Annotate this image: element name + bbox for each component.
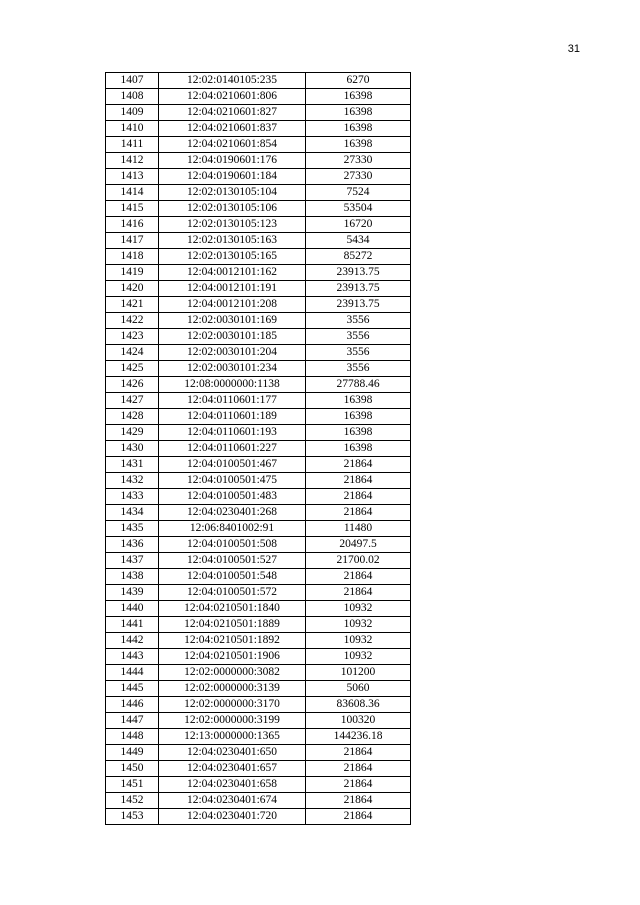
cadastral-number-cell: 12:02:0140105:235 — [159, 73, 306, 89]
table-row — [106, 201, 411, 217]
cadastral-number-cell: 12:02:0130105:165 — [159, 249, 306, 265]
row-number-cell: 1453 — [106, 809, 159, 825]
cadastral-number-cell: 12:04:0100501:572 — [159, 585, 306, 601]
row-number-cell: 1442 — [106, 633, 159, 649]
table-row — [106, 665, 411, 681]
value-cell: 16398 — [306, 105, 411, 121]
cadastral-number-cell: 12:04:0100501:548 — [159, 569, 306, 585]
table-row — [106, 745, 411, 761]
value-cell: 5434 — [306, 233, 411, 249]
value-cell: 3556 — [306, 313, 411, 329]
row-number-cell: 1451 — [106, 777, 159, 793]
row-number-cell: 1440 — [106, 601, 159, 617]
row-number-cell: 1419 — [106, 265, 159, 281]
table-row — [106, 537, 411, 553]
row-number-cell: 1432 — [106, 473, 159, 489]
cadastral-number-cell: 12:04:0190601:184 — [159, 169, 306, 185]
table-row — [106, 697, 411, 713]
row-number-cell: 1417 — [106, 233, 159, 249]
table-row — [106, 217, 411, 233]
cadastral-number-cell: 12:13:0000000:1365 — [159, 729, 306, 745]
table-row — [106, 137, 411, 153]
value-cell: 27330 — [306, 153, 411, 169]
table-row — [106, 681, 411, 697]
table-row — [106, 377, 411, 393]
table-row — [106, 809, 411, 825]
value-cell: 21864 — [306, 457, 411, 473]
value-cell: 23913.75 — [306, 297, 411, 313]
cadastral-number-cell: 12:04:0100501:475 — [159, 473, 306, 489]
row-number-cell: 1435 — [106, 521, 159, 537]
cadastral-number-cell: 12:04:0012101:191 — [159, 281, 306, 297]
cadastral-number-cell: 12:04:0012101:208 — [159, 297, 306, 313]
table-row — [106, 457, 411, 473]
cadastral-number-cell: 12:02:0000000:3170 — [159, 697, 306, 713]
table-row — [106, 761, 411, 777]
cadastral-number-cell: 12:08:0000000:1138 — [159, 377, 306, 393]
cadastral-number-cell: 12:04:0210501:1892 — [159, 633, 306, 649]
row-number-cell: 1422 — [106, 313, 159, 329]
value-cell: 5060 — [306, 681, 411, 697]
value-cell: 16398 — [306, 137, 411, 153]
value-cell: 53504 — [306, 201, 411, 217]
value-cell: 144236.18 — [306, 729, 411, 745]
table-row — [106, 793, 411, 809]
table-row — [106, 601, 411, 617]
value-cell: 16398 — [306, 409, 411, 425]
table-row — [106, 233, 411, 249]
table-row — [106, 297, 411, 313]
cadastral-number-cell: 12:04:0210501:1889 — [159, 617, 306, 633]
cadastral-number-cell: 12:04:0230401:674 — [159, 793, 306, 809]
cadastral-number-cell: 12:04:0210601:827 — [159, 105, 306, 121]
value-cell: 21864 — [306, 745, 411, 761]
cadastral-number-cell: 12:02:0130105:123 — [159, 217, 306, 233]
value-cell: 27788.46 — [306, 377, 411, 393]
table-row — [106, 649, 411, 665]
value-cell: 16398 — [306, 441, 411, 457]
cadastral-number-cell: 12:06:8401002:91 — [159, 521, 306, 537]
row-number-cell: 1418 — [106, 249, 159, 265]
table-row — [106, 409, 411, 425]
table-row — [106, 281, 411, 297]
value-cell: 21864 — [306, 761, 411, 777]
value-cell: 20497.5 — [306, 537, 411, 553]
cadastral-number-cell: 12:02:0030101:204 — [159, 345, 306, 361]
data-table — [105, 72, 411, 825]
table-row — [106, 73, 411, 89]
cadastral-number-cell: 12:04:0230401:657 — [159, 761, 306, 777]
value-cell: 21864 — [306, 793, 411, 809]
table-row — [106, 153, 411, 169]
row-number-cell: 1427 — [106, 393, 159, 409]
cadastral-number-cell: 12:02:0030101:234 — [159, 361, 306, 377]
value-cell: 16398 — [306, 121, 411, 137]
table-row — [106, 473, 411, 489]
row-number-cell: 1437 — [106, 553, 159, 569]
cadastral-number-cell: 12:04:0210501:1906 — [159, 649, 306, 665]
row-number-cell: 1410 — [106, 121, 159, 137]
row-number-cell: 1416 — [106, 217, 159, 233]
page-number: 31 — [567, 43, 580, 55]
cadastral-number-cell: 12:04:0110601:177 — [159, 393, 306, 409]
row-number-cell: 1415 — [106, 201, 159, 217]
row-number-cell: 1430 — [106, 441, 159, 457]
value-cell: 23913.75 — [306, 265, 411, 281]
row-number-cell: 1423 — [106, 329, 159, 345]
cadastral-number-cell: 12:04:0012101:162 — [159, 265, 306, 281]
value-cell: 21864 — [306, 777, 411, 793]
cadastral-number-cell: 12:04:0100501:467 — [159, 457, 306, 473]
row-number-cell: 1449 — [106, 745, 159, 761]
row-number-cell: 1447 — [106, 713, 159, 729]
cadastral-number-cell: 12:02:0000000:3082 — [159, 665, 306, 681]
value-cell: 3556 — [306, 361, 411, 377]
table-row — [106, 521, 411, 537]
value-cell: 10932 — [306, 601, 411, 617]
table-row — [106, 265, 411, 281]
table-row — [106, 585, 411, 601]
row-number-cell: 1438 — [106, 569, 159, 585]
cadastral-number-cell: 12:04:0230401:720 — [159, 809, 306, 825]
value-cell: 21864 — [306, 809, 411, 825]
row-number-cell: 1434 — [106, 505, 159, 521]
row-number-cell: 1425 — [106, 361, 159, 377]
value-cell: 16398 — [306, 425, 411, 441]
value-cell: 11480 — [306, 521, 411, 537]
value-cell: 10932 — [306, 649, 411, 665]
table-row — [106, 121, 411, 137]
table-row — [106, 617, 411, 633]
table-row — [106, 441, 411, 457]
row-number-cell: 1436 — [106, 537, 159, 553]
table-row — [106, 425, 411, 441]
cadastral-number-cell: 12:02:0130105:163 — [159, 233, 306, 249]
value-cell: 10932 — [306, 617, 411, 633]
value-cell: 21700.02 — [306, 553, 411, 569]
row-number-cell: 1441 — [106, 617, 159, 633]
value-cell: 6270 — [306, 73, 411, 89]
row-number-cell: 1411 — [106, 137, 159, 153]
table-row — [106, 505, 411, 521]
value-cell: 21864 — [306, 505, 411, 521]
table-row — [106, 329, 411, 345]
table-row — [106, 489, 411, 505]
row-number-cell: 1426 — [106, 377, 159, 393]
value-cell: 21864 — [306, 585, 411, 601]
cadastral-number-cell: 12:02:0130105:106 — [159, 201, 306, 217]
table-row — [106, 169, 411, 185]
row-number-cell: 1433 — [106, 489, 159, 505]
cadastral-number-cell: 12:02:0000000:3199 — [159, 713, 306, 729]
value-cell: 85272 — [306, 249, 411, 265]
value-cell: 27330 — [306, 169, 411, 185]
table-row — [106, 633, 411, 649]
table-row — [106, 105, 411, 121]
table-row — [106, 89, 411, 105]
row-number-cell: 1444 — [106, 665, 159, 681]
cadastral-number-cell: 12:04:0110601:189 — [159, 409, 306, 425]
table-row — [106, 713, 411, 729]
row-number-cell: 1420 — [106, 281, 159, 297]
table-row — [106, 569, 411, 585]
cadastral-number-cell: 12:04:0210601:806 — [159, 89, 306, 105]
row-number-cell: 1414 — [106, 185, 159, 201]
table-row — [106, 777, 411, 793]
cadastral-number-cell: 12:04:0100501:527 — [159, 553, 306, 569]
row-number-cell: 1412 — [106, 153, 159, 169]
row-number-cell: 1452 — [106, 793, 159, 809]
row-number-cell: 1424 — [106, 345, 159, 361]
row-number-cell: 1428 — [106, 409, 159, 425]
value-cell: 10932 — [306, 633, 411, 649]
value-cell: 100320 — [306, 713, 411, 729]
row-number-cell: 1413 — [106, 169, 159, 185]
row-number-cell: 1443 — [106, 649, 159, 665]
value-cell: 16720 — [306, 217, 411, 233]
row-number-cell: 1407 — [106, 73, 159, 89]
value-cell: 21864 — [306, 569, 411, 585]
cadastral-number-cell: 12:04:0100501:508 — [159, 537, 306, 553]
row-number-cell: 1450 — [106, 761, 159, 777]
row-number-cell: 1445 — [106, 681, 159, 697]
row-number-cell: 1429 — [106, 425, 159, 441]
table-row — [106, 249, 411, 265]
cadastral-number-cell: 12:02:0000000:3139 — [159, 681, 306, 697]
value-cell: 3556 — [306, 329, 411, 345]
value-cell: 23913.75 — [306, 281, 411, 297]
table-row — [106, 361, 411, 377]
value-cell: 7524 — [306, 185, 411, 201]
value-cell: 83608.36 — [306, 697, 411, 713]
cadastral-number-cell: 12:04:0100501:483 — [159, 489, 306, 505]
cadastral-number-cell: 12:04:0210501:1840 — [159, 601, 306, 617]
table-body — [106, 73, 411, 825]
cadastral-number-cell: 12:04:0210601:837 — [159, 121, 306, 137]
value-cell: 101200 — [306, 665, 411, 681]
row-number-cell: 1409 — [106, 105, 159, 121]
value-cell: 3556 — [306, 345, 411, 361]
row-number-cell: 1439 — [106, 585, 159, 601]
cadastral-number-cell: 12:04:0230401:658 — [159, 777, 306, 793]
cadastral-number-cell: 12:02:0130105:104 — [159, 185, 306, 201]
row-number-cell: 1446 — [106, 697, 159, 713]
value-cell: 21864 — [306, 489, 411, 505]
cadastral-number-cell: 12:04:0110601:193 — [159, 425, 306, 441]
cadastral-number-cell: 12:04:0230401:650 — [159, 745, 306, 761]
table-row — [106, 345, 411, 361]
value-cell: 16398 — [306, 89, 411, 105]
row-number-cell: 1431 — [106, 457, 159, 473]
table-row — [106, 729, 411, 745]
table-row — [106, 553, 411, 569]
table-row — [106, 185, 411, 201]
value-cell: 16398 — [306, 393, 411, 409]
value-cell: 21864 — [306, 473, 411, 489]
table-row — [106, 393, 411, 409]
row-number-cell: 1421 — [106, 297, 159, 313]
cadastral-number-cell: 12:04:0210601:854 — [159, 137, 306, 153]
cadastral-number-cell: 12:04:0190601:176 — [159, 153, 306, 169]
cadastral-number-cell: 12:04:0110601:227 — [159, 441, 306, 457]
table-row — [106, 313, 411, 329]
row-number-cell: 1448 — [106, 729, 159, 745]
cadastral-number-cell: 12:04:0230401:268 — [159, 505, 306, 521]
cadastral-number-cell: 12:02:0030101:169 — [159, 313, 306, 329]
row-number-cell: 1408 — [106, 89, 159, 105]
cadastral-number-cell: 12:02:0030101:185 — [159, 329, 306, 345]
